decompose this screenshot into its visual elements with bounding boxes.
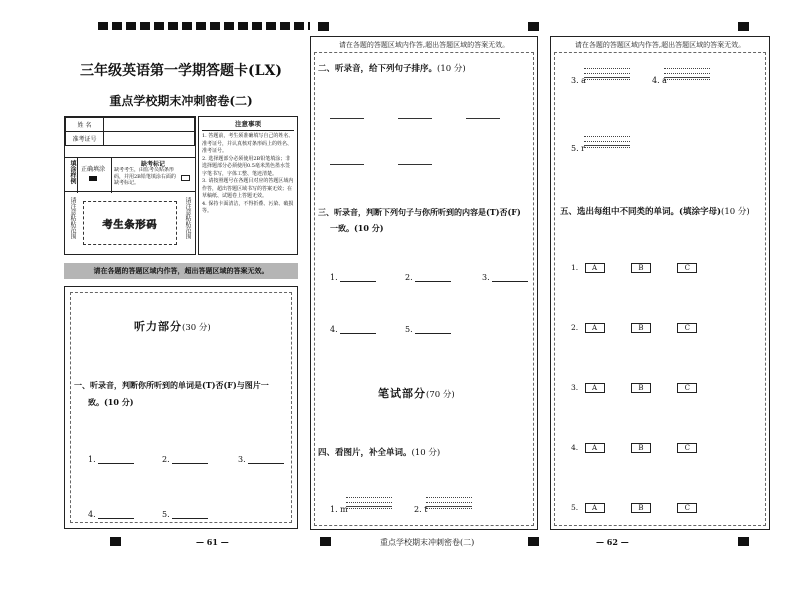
option-c-bubble[interactable]: C	[677, 383, 697, 393]
option-a-bubble[interactable]: A	[585, 443, 605, 453]
timing-mark	[738, 537, 749, 546]
id-label: 准考证号	[66, 132, 104, 146]
blank-number: 3.	[238, 455, 246, 464]
answer-area-banner: 请在各题的答题区域内作答，超出答题区域的答案无效。	[64, 263, 298, 279]
q1-text-2: 致。(10 分)	[88, 397, 134, 407]
option-b-bubble[interactable]: B	[631, 383, 651, 393]
q4-item-3-label: 3. a	[571, 76, 586, 85]
q5-row-4	[571, 443, 697, 453]
absent-label: 缺考标记	[140, 161, 165, 168]
blank-number: 3.	[482, 273, 490, 282]
option-a-bubble[interactable]: A	[585, 383, 605, 393]
option-a-bubble[interactable]: A	[585, 323, 605, 333]
written-points: (70 分)	[426, 390, 455, 400]
top-timing-marks	[98, 22, 310, 30]
listening-heading: 听力部分	[134, 320, 182, 333]
row-number: 4.	[571, 443, 579, 452]
blank-number: 1.	[330, 273, 338, 282]
q2-title	[318, 62, 466, 74]
q4-writing-lines-4[interactable]	[664, 68, 710, 80]
listening-heading-wrap	[134, 318, 211, 334]
timing-mark	[528, 22, 539, 31]
page-number-right: — 62 —	[596, 537, 629, 547]
note-item: 1. 答题前，考生须准确填写自己的姓名、准考证号，并认真核对条形码上的姓名、准考证号。	[202, 133, 294, 154]
q4-writing-lines-1[interactable]	[346, 497, 392, 509]
note-item: 2. 选择题部分必须使用2B铅笔填涂；非选择题部分必须使用0.5毫米黑色墨水签字笔书写，字体工整、笔迹清楚。	[202, 155, 291, 177]
timing-mark	[528, 537, 539, 546]
q1-text: 一、听录音，判断你所听到的单词是(T)否(F)与图片一	[74, 380, 269, 390]
answer-region	[554, 52, 766, 526]
name-field[interactable]	[104, 118, 195, 132]
timing-mark	[738, 22, 749, 31]
option-c-bubble[interactable]: C	[677, 323, 697, 333]
q3-blank-1[interactable]	[330, 273, 376, 282]
blank-number: 4.	[88, 510, 96, 519]
correct-fill-label: 正确填涂	[81, 166, 106, 173]
q4-writing-lines-5[interactable]	[584, 136, 630, 148]
written-heading-wrap	[378, 385, 455, 401]
barcode-text: 考生条形码	[102, 219, 158, 231]
card-subtitle: 重点学校期末冲刺密卷(二)	[109, 94, 253, 108]
q5-text: 五、选出每组中不同类的单词。(填涂字母)	[560, 207, 722, 217]
q5-row-2	[571, 323, 697, 333]
footer-title: 重点学校期末冲刺密卷(二)	[380, 538, 475, 547]
listening-points: (30 分)	[182, 323, 211, 333]
q3-text: 三、听录音，判断下列句子与你所听到的内容是(T)否(F)	[318, 207, 521, 217]
option-b-bubble[interactable]: B	[631, 323, 651, 333]
timing-mark	[110, 537, 121, 546]
q2-blank-2[interactable]	[398, 118, 432, 119]
option-c-bubble[interactable]: C	[677, 263, 697, 273]
written-heading: 笔试部分	[378, 387, 426, 400]
row-number: 1.	[571, 263, 579, 272]
blank-number: 1.	[88, 455, 96, 464]
option-b-bubble[interactable]: B	[631, 263, 651, 273]
q5-points: (10 分)	[721, 207, 750, 217]
q1-blank-1[interactable]	[88, 455, 134, 464]
q1-blank-4[interactable]	[88, 510, 134, 519]
q4-item-5-label: 5. r	[571, 144, 585, 153]
q5-row-3	[571, 383, 697, 393]
timing-mark	[318, 22, 329, 31]
q5-title	[560, 205, 750, 217]
q1-blank-3[interactable]	[238, 455, 284, 464]
q3-text-2: 一致。(10 分)	[330, 223, 384, 233]
fill-example-label: 填涂样例	[69, 160, 76, 184]
blank-number: 5.	[405, 325, 413, 334]
notes-box	[198, 116, 298, 255]
q2-points: (10 分)	[437, 64, 466, 74]
timing-mark	[320, 537, 331, 546]
barcode-area	[83, 201, 177, 245]
q4-item-4-label: 4. a	[652, 76, 667, 85]
name-label: 姓 名	[66, 118, 104, 132]
note-item: 3. 请按照题号在各题目对应的答题区域内作答，超出答题区域书写的答案无效；在草稿纸、试题卷上答题无效。	[202, 178, 294, 199]
q4-points: (10 分)	[411, 448, 441, 458]
q5-row-1	[571, 263, 697, 273]
option-a-bubble[interactable]: A	[585, 263, 605, 273]
q3-blank-2[interactable]	[405, 273, 451, 282]
q4-writing-lines-3[interactable]	[584, 68, 630, 80]
barcode-side-left: 请注意粘贴范围	[69, 197, 76, 239]
q2-blank-5[interactable]	[398, 164, 432, 165]
q4-text: 四、看图片，补全单词。	[318, 448, 412, 458]
row-number: 3.	[571, 383, 579, 392]
q1-blank-2[interactable]	[162, 455, 208, 464]
filled-bubble	[89, 176, 97, 181]
q2-blank-3[interactable]	[466, 118, 500, 119]
barcode-side-right: 请注意粘贴范围	[184, 197, 191, 239]
id-field[interactable]	[104, 132, 195, 146]
student-info-box	[64, 116, 196, 255]
row-number: 2.	[571, 323, 579, 332]
middle-header: 请在各题的答题区域内作答,超出答题区域的答案无效。	[338, 41, 510, 49]
q4-writing-lines-2[interactable]	[426, 497, 472, 509]
q3-blank-3[interactable]	[482, 273, 528, 282]
option-c-bubble[interactable]: C	[677, 503, 697, 513]
q2-blank-1[interactable]	[330, 118, 364, 119]
page-number-left: — 61 —	[196, 537, 229, 547]
option-a-bubble[interactable]: A	[585, 503, 605, 513]
row-number: 5.	[571, 503, 579, 512]
q2-blank-4[interactable]	[330, 164, 364, 165]
option-b-bubble[interactable]: B	[631, 503, 651, 513]
absent-bubble[interactable]	[181, 175, 190, 181]
option-b-bubble[interactable]: B	[631, 443, 651, 453]
option-c-bubble[interactable]: C	[677, 443, 697, 453]
blank-number: 2.	[405, 273, 413, 282]
blank-number: 2.	[162, 455, 170, 464]
q1-blank-5[interactable]	[162, 510, 208, 519]
q2-text: 二、听录音，给下列句子排序。	[318, 64, 438, 74]
right-header: 请在各题的答题区域内作答,超出答题区域的答案无效。	[574, 41, 746, 49]
q4-item-1-label: 1. m	[330, 505, 348, 514]
notes-heading: 注意事项	[202, 119, 294, 131]
q3-blank-4[interactable]	[330, 325, 376, 334]
blank-number: 4.	[330, 325, 338, 334]
q3-blank-5[interactable]	[405, 325, 451, 334]
q4-item-2-label: 2. t	[414, 505, 428, 514]
blank-number: 5.	[162, 510, 170, 519]
absent-text: 缺考考生，由监考员贴条形码，并用2B铅笔填涂右面的缺考标记。	[114, 167, 176, 186]
q4-title	[318, 446, 440, 458]
q5-row-5	[571, 503, 697, 513]
note-item: 4. 保持卡面清洁，不得折叠、污染、破损等。	[202, 200, 294, 214]
card-title: 三年级英语第一学期答题卡(LX)	[80, 63, 282, 79]
